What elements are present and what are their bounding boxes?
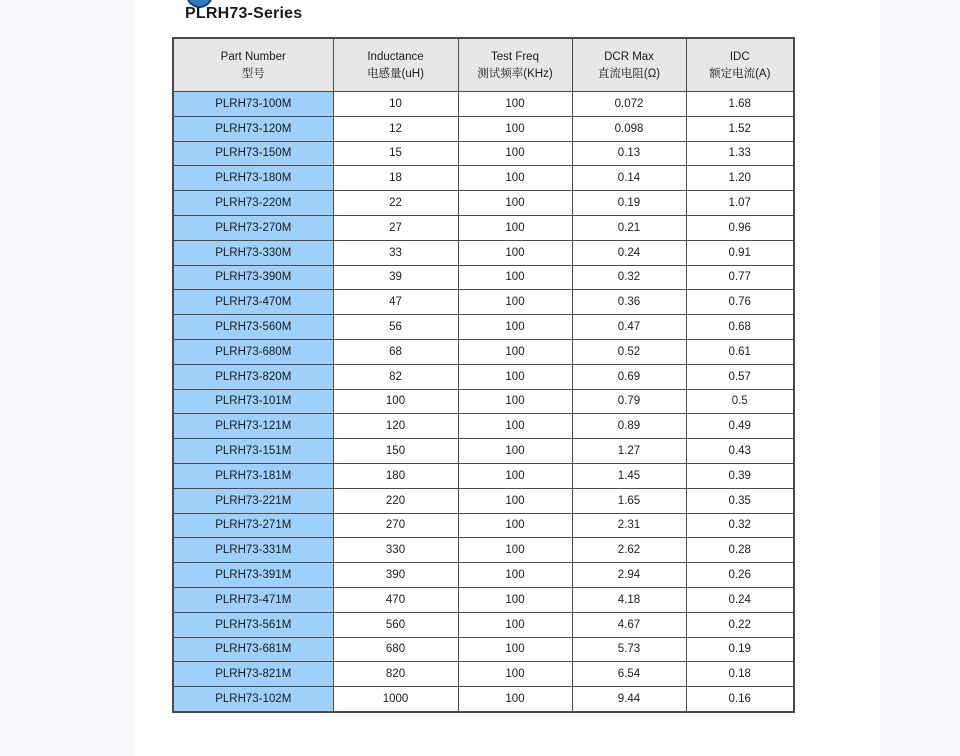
value-cell: 0.072	[572, 92, 686, 117]
value-cell: 100	[333, 389, 458, 414]
value-cell: 470	[333, 587, 458, 612]
value-cell: 0.79	[572, 389, 686, 414]
value-cell: 1000	[333, 687, 458, 712]
value-cell: 0.89	[572, 414, 686, 439]
col-header-en: Test Freq	[491, 50, 539, 63]
table-row	[173, 240, 794, 265]
table-row	[173, 92, 794, 117]
value-cell: 0.76	[686, 290, 794, 315]
value-cell: 680	[333, 637, 458, 662]
value-cell: 0.5	[686, 389, 794, 414]
value-cell: 1.68	[686, 92, 794, 117]
value-cell: 0.68	[686, 315, 794, 340]
part-number-cell: PLRH73-121M	[173, 414, 333, 439]
table-row	[173, 563, 794, 588]
value-cell: 0.28	[686, 538, 794, 563]
part-number-cell: PLRH73-151M	[173, 439, 333, 464]
value-cell: 100	[458, 141, 572, 166]
part-number-cell: PLRH73-100M	[173, 92, 333, 117]
value-cell: 5.73	[572, 637, 686, 662]
value-cell: 39	[333, 265, 458, 290]
value-cell: 100	[458, 488, 572, 513]
value-cell: 100	[458, 538, 572, 563]
col-header-zh: 额定电流(A)	[709, 68, 771, 81]
value-cell: 22	[333, 191, 458, 216]
table-row	[173, 166, 794, 191]
value-cell: 390	[333, 563, 458, 588]
col-header-test-freq	[458, 38, 572, 92]
value-cell: 0.57	[686, 364, 794, 389]
value-cell: 100	[458, 587, 572, 612]
part-number-cell: PLRH73-101M	[173, 389, 333, 414]
table-row	[173, 488, 794, 513]
value-cell: 100	[458, 364, 572, 389]
value-cell: 0.32	[686, 513, 794, 538]
value-cell: 100	[458, 513, 572, 538]
table-row	[173, 215, 794, 240]
value-cell: 0.91	[686, 240, 794, 265]
part-number-cell: PLRH73-560M	[173, 315, 333, 340]
value-cell: 100	[458, 315, 572, 340]
table-row	[173, 687, 794, 712]
value-cell: 220	[333, 488, 458, 513]
value-cell: 1.52	[686, 116, 794, 141]
col-header-inductance	[333, 38, 458, 92]
part-number-cell: PLRH73-221M	[173, 488, 333, 513]
spec-table-body	[173, 92, 794, 712]
col-header-en: DCR Max	[604, 50, 654, 63]
col-header-zh: 型号	[241, 68, 265, 81]
value-cell: 100	[458, 662, 572, 687]
value-cell: 0.96	[686, 215, 794, 240]
value-cell: 1.45	[572, 463, 686, 488]
table-row	[173, 364, 794, 389]
part-number-cell: PLRH73-270M	[173, 215, 333, 240]
value-cell: 100	[458, 389, 572, 414]
table-row	[173, 513, 794, 538]
value-cell: 0.26	[686, 563, 794, 588]
value-cell: 100	[458, 265, 572, 290]
value-cell: 0.14	[572, 166, 686, 191]
value-cell: 100	[458, 290, 572, 315]
table-row	[173, 439, 794, 464]
part-number-cell: PLRH73-390M	[173, 265, 333, 290]
table-row	[173, 414, 794, 439]
table-row	[173, 662, 794, 687]
table-row	[173, 389, 794, 414]
value-cell: 0.18	[686, 662, 794, 687]
value-cell: 180	[333, 463, 458, 488]
value-cell: 0.39	[686, 463, 794, 488]
col-header-en: IDC	[729, 50, 750, 63]
table-row	[173, 141, 794, 166]
value-cell: 1.20	[686, 166, 794, 191]
datasheet-page	[135, 0, 880, 756]
table-row	[173, 637, 794, 662]
value-cell: 0.098	[572, 116, 686, 141]
value-cell: 120	[333, 414, 458, 439]
value-cell: 1.33	[686, 141, 794, 166]
table-row	[173, 612, 794, 637]
col-header-zh: 电感量(uH)	[367, 68, 424, 81]
series-title: PLRH73-Series	[185, 5, 303, 22]
value-cell: 0.35	[686, 488, 794, 513]
value-cell: 0.49	[686, 414, 794, 439]
value-cell: 100	[458, 240, 572, 265]
value-cell: 0.36	[572, 290, 686, 315]
part-number-cell: PLRH73-120M	[173, 116, 333, 141]
value-cell: 100	[458, 166, 572, 191]
value-cell: 100	[458, 612, 572, 637]
part-number-cell: PLRH73-331M	[173, 538, 333, 563]
value-cell: 0.52	[572, 339, 686, 364]
col-header-en: Inductance	[367, 50, 424, 63]
value-cell: 100	[458, 92, 572, 117]
value-cell: 100	[458, 116, 572, 141]
table-row	[173, 463, 794, 488]
part-number-cell: PLRH73-820M	[173, 364, 333, 389]
part-number-cell: PLRH73-102M	[173, 687, 333, 712]
value-cell: 2.31	[572, 513, 686, 538]
table-row	[173, 339, 794, 364]
value-cell: 10	[333, 92, 458, 117]
part-number-cell: PLRH73-220M	[173, 191, 333, 216]
part-number-cell: PLRH73-271M	[173, 513, 333, 538]
value-cell: 100	[458, 563, 572, 588]
part-number-cell: PLRH73-471M	[173, 587, 333, 612]
part-number-cell: PLRH73-821M	[173, 662, 333, 687]
spec-table-header	[173, 38, 794, 92]
value-cell: 100	[458, 414, 572, 439]
spec-table	[172, 37, 795, 713]
col-header-zh: 测试频率(KHz)	[477, 68, 553, 81]
col-header-en: Part Number	[220, 50, 286, 63]
value-cell: 0.16	[686, 687, 794, 712]
value-cell: 270	[333, 513, 458, 538]
value-cell: 27	[333, 215, 458, 240]
value-cell: 0.69	[572, 364, 686, 389]
value-cell: 4.18	[572, 587, 686, 612]
table-row	[173, 265, 794, 290]
value-cell: 1.65	[572, 488, 686, 513]
part-number-cell: PLRH73-180M	[173, 166, 333, 191]
col-header-dcr-max	[572, 38, 686, 92]
table-row	[173, 587, 794, 612]
col-header-part-number	[173, 38, 333, 92]
table-row	[173, 116, 794, 141]
value-cell: 0.43	[686, 439, 794, 464]
value-cell: 56	[333, 315, 458, 340]
value-cell: 0.77	[686, 265, 794, 290]
value-cell: 0.24	[686, 587, 794, 612]
value-cell: 1.27	[572, 439, 686, 464]
value-cell: 12	[333, 116, 458, 141]
value-cell: 0.47	[572, 315, 686, 340]
table-row	[173, 538, 794, 563]
part-number-cell: PLRH73-330M	[173, 240, 333, 265]
value-cell: 6.54	[572, 662, 686, 687]
value-cell: 33	[333, 240, 458, 265]
value-cell: 2.62	[572, 538, 686, 563]
value-cell: 0.19	[686, 637, 794, 662]
value-cell: 4.67	[572, 612, 686, 637]
value-cell: 100	[458, 637, 572, 662]
value-cell: 68	[333, 339, 458, 364]
value-cell: 15	[333, 141, 458, 166]
table-row	[173, 290, 794, 315]
value-cell: 82	[333, 364, 458, 389]
value-cell: 18	[333, 166, 458, 191]
value-cell: 100	[458, 463, 572, 488]
value-cell: 0.13	[572, 141, 686, 166]
value-cell: 100	[458, 439, 572, 464]
value-cell: 100	[458, 687, 572, 712]
part-number-cell: PLRH73-181M	[173, 463, 333, 488]
table-row	[173, 315, 794, 340]
value-cell: 2.94	[572, 563, 686, 588]
table-row	[173, 191, 794, 216]
part-number-cell: PLRH73-470M	[173, 290, 333, 315]
value-cell: 0.24	[572, 240, 686, 265]
value-cell: 100	[458, 215, 572, 240]
value-cell: 330	[333, 538, 458, 563]
part-number-cell: PLRH73-150M	[173, 141, 333, 166]
part-number-cell: PLRH73-680M	[173, 339, 333, 364]
value-cell: 100	[458, 339, 572, 364]
part-number-cell: PLRH73-681M	[173, 637, 333, 662]
col-header-idc	[686, 38, 794, 92]
part-number-cell: PLRH73-391M	[173, 563, 333, 588]
value-cell: 0.32	[572, 265, 686, 290]
value-cell: 820	[333, 662, 458, 687]
value-cell: 100	[458, 191, 572, 216]
value-cell: 47	[333, 290, 458, 315]
col-header-zh: 直流电阻(Ω)	[597, 68, 661, 81]
value-cell: 9.44	[572, 687, 686, 712]
part-number-cell: PLRH73-561M	[173, 612, 333, 637]
value-cell: 560	[333, 612, 458, 637]
value-cell: 0.21	[572, 215, 686, 240]
value-cell: 1.07	[686, 191, 794, 216]
value-cell: 0.22	[686, 612, 794, 637]
value-cell: 0.61	[686, 339, 794, 364]
header-row	[173, 38, 794, 92]
value-cell: 0.19	[572, 191, 686, 216]
value-cell: 150	[333, 439, 458, 464]
